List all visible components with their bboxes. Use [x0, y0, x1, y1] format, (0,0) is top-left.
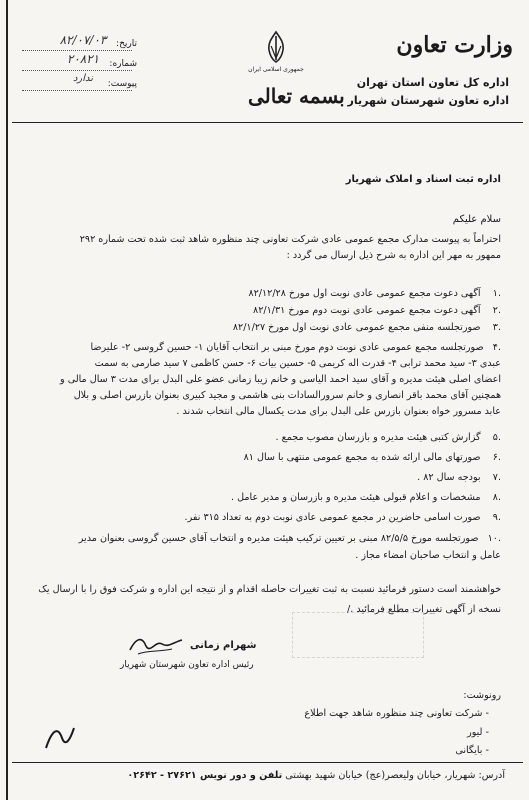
item-text: گزارش کتبی هیئت مدیره و بازرسان مصوب مجمع . — [275, 432, 481, 443]
signature-scribble-icon — [126, 632, 186, 658]
item-number: .۶ — [492, 452, 501, 463]
item-number: .۷ — [492, 472, 501, 483]
list-item — [60, 340, 501, 420]
list-item — [79, 530, 501, 564]
footer-contact — [127, 770, 505, 781]
office-line-2: اداره تعاون شهرستان شهریار — [347, 94, 509, 107]
bismillah: بسمه تعالی — [248, 84, 345, 108]
list-item — [276, 432, 501, 443]
left-margin-line — [6, 0, 8, 800]
item-text: صورت اسامی حاضرین در مجمع عمومی عادی نوبت دوم به تعداد ۳۱۵ نفر. — [184, 512, 481, 523]
footer-phone: تلفن و دور نویس ۲۷۶۲۱ - ۰۲۶۴۲ — [127, 770, 283, 781]
item-text: اعضای اصلی هیئت مدیره و آقای سید احمد الیاسی و خانم زیبا زمانی عضو علی البدل برای مدت ۳ سال مالی و — [60, 374, 501, 385]
item-number: .۱ — [492, 288, 501, 299]
intro-paragraph — [80, 232, 501, 264]
item-text: آگهی دعوت مجمع عمومی عادی نوبت دوم مورخ ۸۲/۱/۳۱ — [253, 305, 481, 316]
list-item — [231, 492, 501, 503]
copy-line: - شرکت تعاونی چند منظوره شاهد جهت اطلاع — [304, 708, 489, 719]
attachment-value: ندارد — [72, 73, 94, 84]
item-text: صورتجلسه مورخ ۸۲/۵/۵ مبنی بر تعیین ترکیب هیئت مدیره و انتخاب آقای حسین گروسی بعنوان مدیر — [78, 533, 479, 544]
list-item — [244, 452, 501, 463]
greeting: سلام علیکم — [452, 214, 501, 225]
list-item — [417, 472, 501, 483]
office-line-1: اداره کل تعاون استان تهران — [356, 76, 509, 89]
handwritten-mark-icon — [40, 720, 80, 756]
list-item — [185, 512, 501, 523]
attachment-label: پیوست: — [107, 79, 137, 89]
date-underline — [22, 50, 132, 51]
item-text: مشخصات و اعلام قبولی هیئت مدیره و بازرسان و مدیر عامل . — [231, 492, 481, 503]
closing-paragraph — [38, 580, 501, 620]
signer-title: رئیس اداره تعاون شهرستان شهریار — [120, 660, 254, 670]
number-underline — [22, 70, 132, 71]
list-item — [253, 305, 501, 316]
item-number: .۸ — [492, 492, 501, 503]
number-value: ۲۰۸۲۱ — [66, 52, 100, 66]
item-number: .۲ — [492, 305, 501, 316]
header-divider — [12, 122, 523, 123]
item-text: عامل و انتخاب صاحبان امضاء مجاز . — [355, 550, 501, 561]
list-item — [248, 288, 501, 299]
item-text: صورتجلسه مجمع عمومی عادی نوبت دوم مورخ مبنی بر انتخاب آقایان ۱- حسین گروسی ۲- علیرضا — [90, 342, 484, 353]
item-text: عابد مسرور خواه بعنوان بازرس علی البدل برای مدت یکسال مالی انتخاب شدند . — [176, 406, 501, 417]
item-text: بودجه سال ۸۲ . — [417, 472, 481, 483]
item-text: عبدی ۳- سید محمد ترابی ۴- قدرت اله کریمی ۵- حسین بیات ۶- حسن کاظمی ۷ سید صارمی به سمت — [94, 358, 501, 369]
intro-line: احتراماً به پیوست مدارک مجمع عمومی عادی شرکت تعاونی چند منظوره شاهد ثبت شده تحت شماره ۲۹۲ — [79, 234, 501, 245]
item-number: .۱۰ — [487, 533, 501, 544]
item-number: .۹ — [492, 512, 501, 523]
signer-name: شهرام زمانی — [190, 640, 257, 651]
item-text: همچنین آقای محمد باقر انصاری و خانم سرورالسادات بنی هاشمی و مجید کبیری بعنوان بازرس اصلی و بلال — [73, 390, 501, 401]
list-item — [233, 322, 501, 333]
item-text: صورتجلسه منفی مجمع عمومی عادی نوبت اول مورخ ۸۲/۱/۲۷ — [232, 322, 481, 333]
copies-heading: رونوشت: — [463, 690, 501, 701]
copy-line: - لیور — [467, 727, 489, 738]
item-number: .۳ — [492, 322, 501, 333]
closing-line: خواهشمند است دستور فرمائید نسبت به ثبت تغییرات حاصله اقدام و از نتیجه این اداره و شرکت فوق را با ارسال یک — [38, 584, 501, 595]
republic-caption: جمهوری اسلامی ایران — [248, 66, 304, 73]
item-text: صورتهای مالی ارائه شده به مجمع عمومی منتهی با سال ۸۱ — [243, 452, 481, 463]
date-label: تاریخ: — [116, 39, 137, 49]
ministry-title: وزارت تعاون — [396, 32, 513, 58]
intro-line: ممهور به مهر این اداره به شرح ذیل ارسال می گردد : — [286, 250, 501, 261]
date-value: ۸۲/۰۷/۰۳ — [59, 33, 107, 47]
copy-line: - بایگانی — [455, 745, 489, 756]
closing-line: نسخه از آگهی تغییرات مطلع فرمائید ./ — [346, 604, 501, 615]
item-number: .۴ — [492, 342, 501, 353]
attachment-underline — [22, 90, 132, 91]
item-number: .۵ — [492, 432, 501, 443]
item-text: آگهی دعوت مجمع عمومی عادی نوبت اول مورخ ۸۲/۱۲/۲۸ — [248, 288, 481, 299]
number-label: شماره: — [109, 59, 137, 69]
footer-divider — [12, 762, 523, 763]
footer-address: آدرس: شهریار، خیابان ولیعصر(عج) خیابان شهید بهشتی — [285, 770, 505, 781]
iran-emblem-icon — [262, 30, 290, 64]
recipient: اداره ثبت اسناد و املاک شهریار — [345, 174, 501, 185]
faded-stamp — [292, 612, 424, 658]
